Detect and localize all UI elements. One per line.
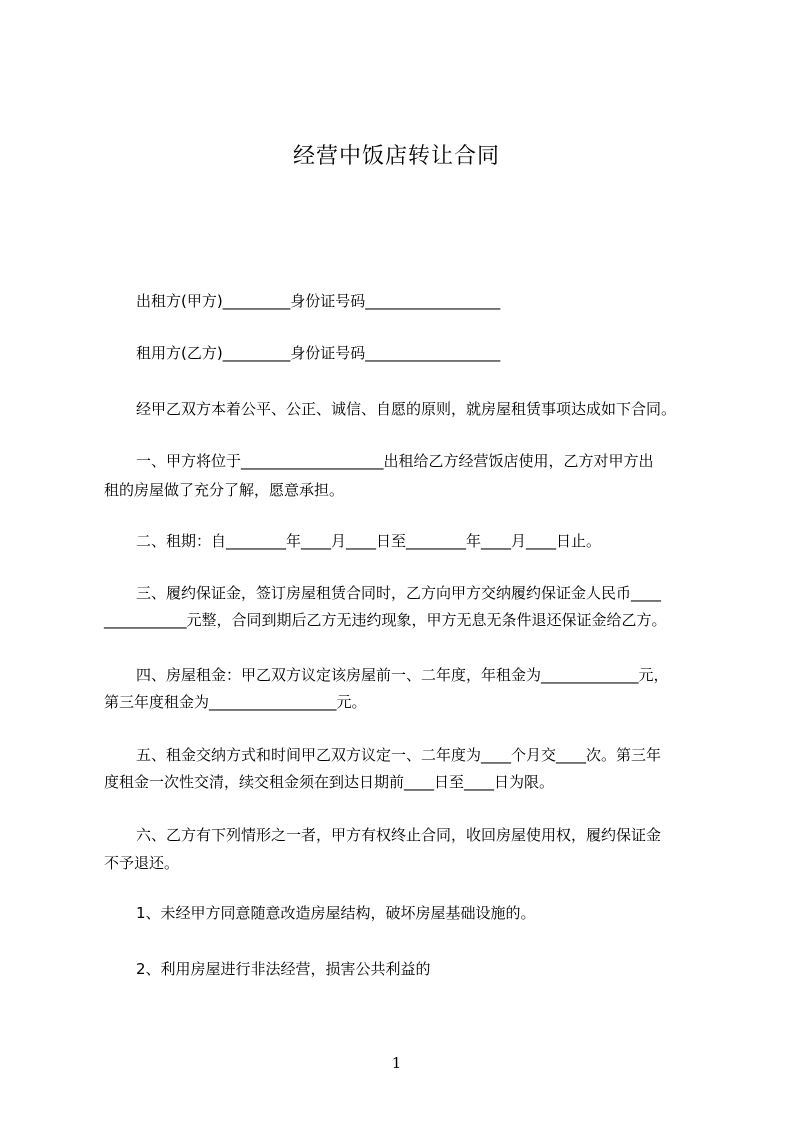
page-number: 1 — [391, 1054, 402, 1072]
clause-6-item-1: 1、未经甲方同意随意改造房屋结构，破坏房屋基础设施的。 — [136, 904, 536, 922]
clause-1-line-1: 一、甲方将位于___________________出租给乙方经营饭店使用，乙方对甲方出 — [136, 452, 654, 470]
document-title: 经营中饭店转让合同 — [292, 144, 500, 169]
clause-5-line-1: 五、租金交纳方式和时间甲乙双方议定一、二年度为____个月交____次。第三年 — [136, 746, 662, 764]
clause-4-line-2: 第三年度租金为_________________元。 — [104, 693, 367, 711]
clause-5-line-2: 度租金一次性交清，续交租金须在到达日期前____日至____日为限。 — [104, 773, 555, 791]
lessee-line: 租用方(乙方)_________身份证号码__________________ — [136, 344, 501, 362]
clause-3-line-1: 三、履约保证金，签订房屋租赁合同时，乙方向甲方交纳履约保证金人民币____ — [136, 584, 662, 602]
clause-2-line: 二、租期：自________年____月____日至________年____月____日止。 — [136, 532, 602, 550]
clause-6-item-2: 2、利用房屋进行非法经营，损害公共利益的 — [136, 960, 431, 978]
clause-6-line-2: 不予退还。 — [104, 854, 180, 872]
clause-6-line-1: 六、乙方有下列情形之一者，甲方有权终止合同，收回房屋使用权，履约保证金 — [136, 826, 662, 844]
lessor-line: 出租方(甲方)_________身份证号码__________________ — [136, 292, 501, 310]
clause-3-line-2: ___________元整，合同到期后乙方无违约现象，甲方无息无条件退还保证金给乙方。 — [104, 611, 667, 629]
preamble-line: 经甲乙双方本着公平、公正、诚信、自愿的原则，就房屋租赁事项达成如下合同。 — [136, 400, 677, 418]
clause-4-line-1: 四、房屋租金：甲乙双方议定该房屋前一、二年度，年租金为_____________元， — [136, 666, 669, 684]
clause-1-line-2: 租的房屋做了充分了解，愿意承担。 — [104, 481, 345, 499]
